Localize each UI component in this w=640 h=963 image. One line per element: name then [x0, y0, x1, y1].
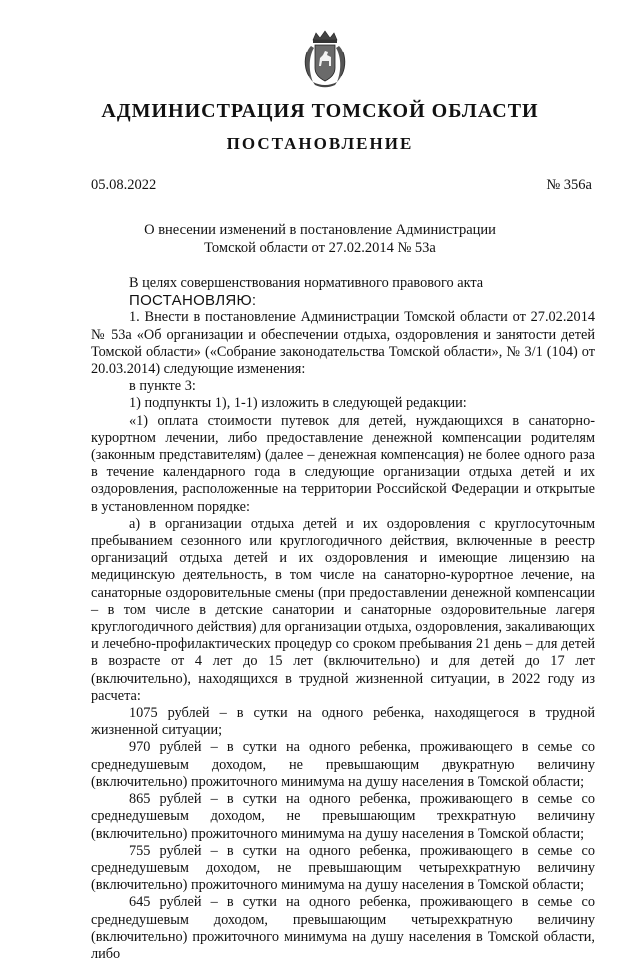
rate-4-paragraph: 755 рублей – в сутки на одного ребенка, проживающего в семье со среднедушевым доходом, не превышающим четырехкратную величину (включительно) прожиточного минимума на душу населения в Томской области;: [91, 842, 595, 894]
document-subject: [0, 222, 640, 257]
sub-a-paragraph: а) в организации отдыха детей и их оздоровления с круглосуточным пребыванием сезонного или круглогодичного действия, включенные в реестр организаций отдыха детей и их оздоровления и имеющие лицензию на медицинскую деятельность, в том числе на санаторно-курортное лечение, на санаторные оздоровительные смены (при предоставлении денежной компенсации – в том числе в детские санатории и санаторные оздоровительные лагеря круглогодичного действия) для организации отдыха, оздоровления, закаливающих и лечебно-профилактических процедур со сроком пребывания 21 день – для детей в возрасте от 4 лет до 15 лет (включительно) и для детей до 17 лет (включительно), находящихся в трудной жизненной ситуации, в 2022 году из расчета:: [91, 515, 595, 704]
point-3-paragraph: в пункте 3:: [129, 378, 196, 395]
rate-3-paragraph: 865 рублей – в сутки на одного ребенка, проживающего в семье со среднедушевым доходом, не превышающим трехкратную величину (включительно) прожиточного минимума на душу населения в Томской области;: [91, 791, 595, 842]
quote-1-paragraph: «1) оплата стоимости путевок для детей, нуждающихся в санаторно-курортном лечении, либо предоставление денежной компенсации родителям (законным представителям) (далее – денежная компенсация) не более одного раза в течение календарного года в следующие организации отдыха детей и их оздоровления, расположенные на территории Российской Федерации и открытые в установленном порядке:: [91, 412, 595, 515]
preamble-paragraph: В целях совершенствования нормативного правового акта: [129, 275, 484, 291]
coat-of-arms-emblem: [301, 30, 349, 88]
item-1-paragraph: 1. Внести в постановление Администрации Томской области от 27.02.2014 № 53а «Об организации и обеспечении отдыха, оздоровления и занятости детей Томской области» («Собрание законодательства Томской области», № 3/1 (104) от 20.03.2014) следующие изменения:: [91, 309, 595, 378]
document-number: № 356а: [546, 177, 592, 193]
organization-title: АДМИНИСТРАЦИЯ ТОМСКОЙ ОБЛАСТИ: [101, 100, 539, 122]
subject-line-2: Томской области от 27.02.2014 № 53а: [204, 239, 436, 256]
document-body: [91, 275, 595, 963]
rate-1-paragraph: 1075 рублей – в сутки на одного ребенка, находящегося в трудной жизненной ситуации;: [91, 705, 595, 739]
resolution-word: ПОСТАНОВЛЯЮ:: [129, 292, 257, 310]
document-date: 05.08.2022: [91, 177, 157, 193]
document-type-title: ПОСТАНОВЛЕНИЕ: [226, 134, 414, 153]
rate-5-paragraph: 645 рублей – в сутки на одного ребенка, проживающего в семье со среднедушевым доходом, превышающим четырехкратную величину (включительно) прожиточного минимума на душу населения в Томской области, либо: [91, 894, 595, 962]
subject-line-1: О внесении изменений в постановление Администрации: [144, 222, 496, 238]
rate-2-paragraph: 970 рублей – в сутки на одного ребенка, проживающего в семье со среднедушевым доходом, не превышающим двукратную величину (включительно) прожиточного минимума на душу населения в Томской области;: [91, 739, 595, 790]
subpoint-1-paragraph: 1) подпункты 1), 1-1) изложить в следующей редакции:: [129, 395, 467, 412]
